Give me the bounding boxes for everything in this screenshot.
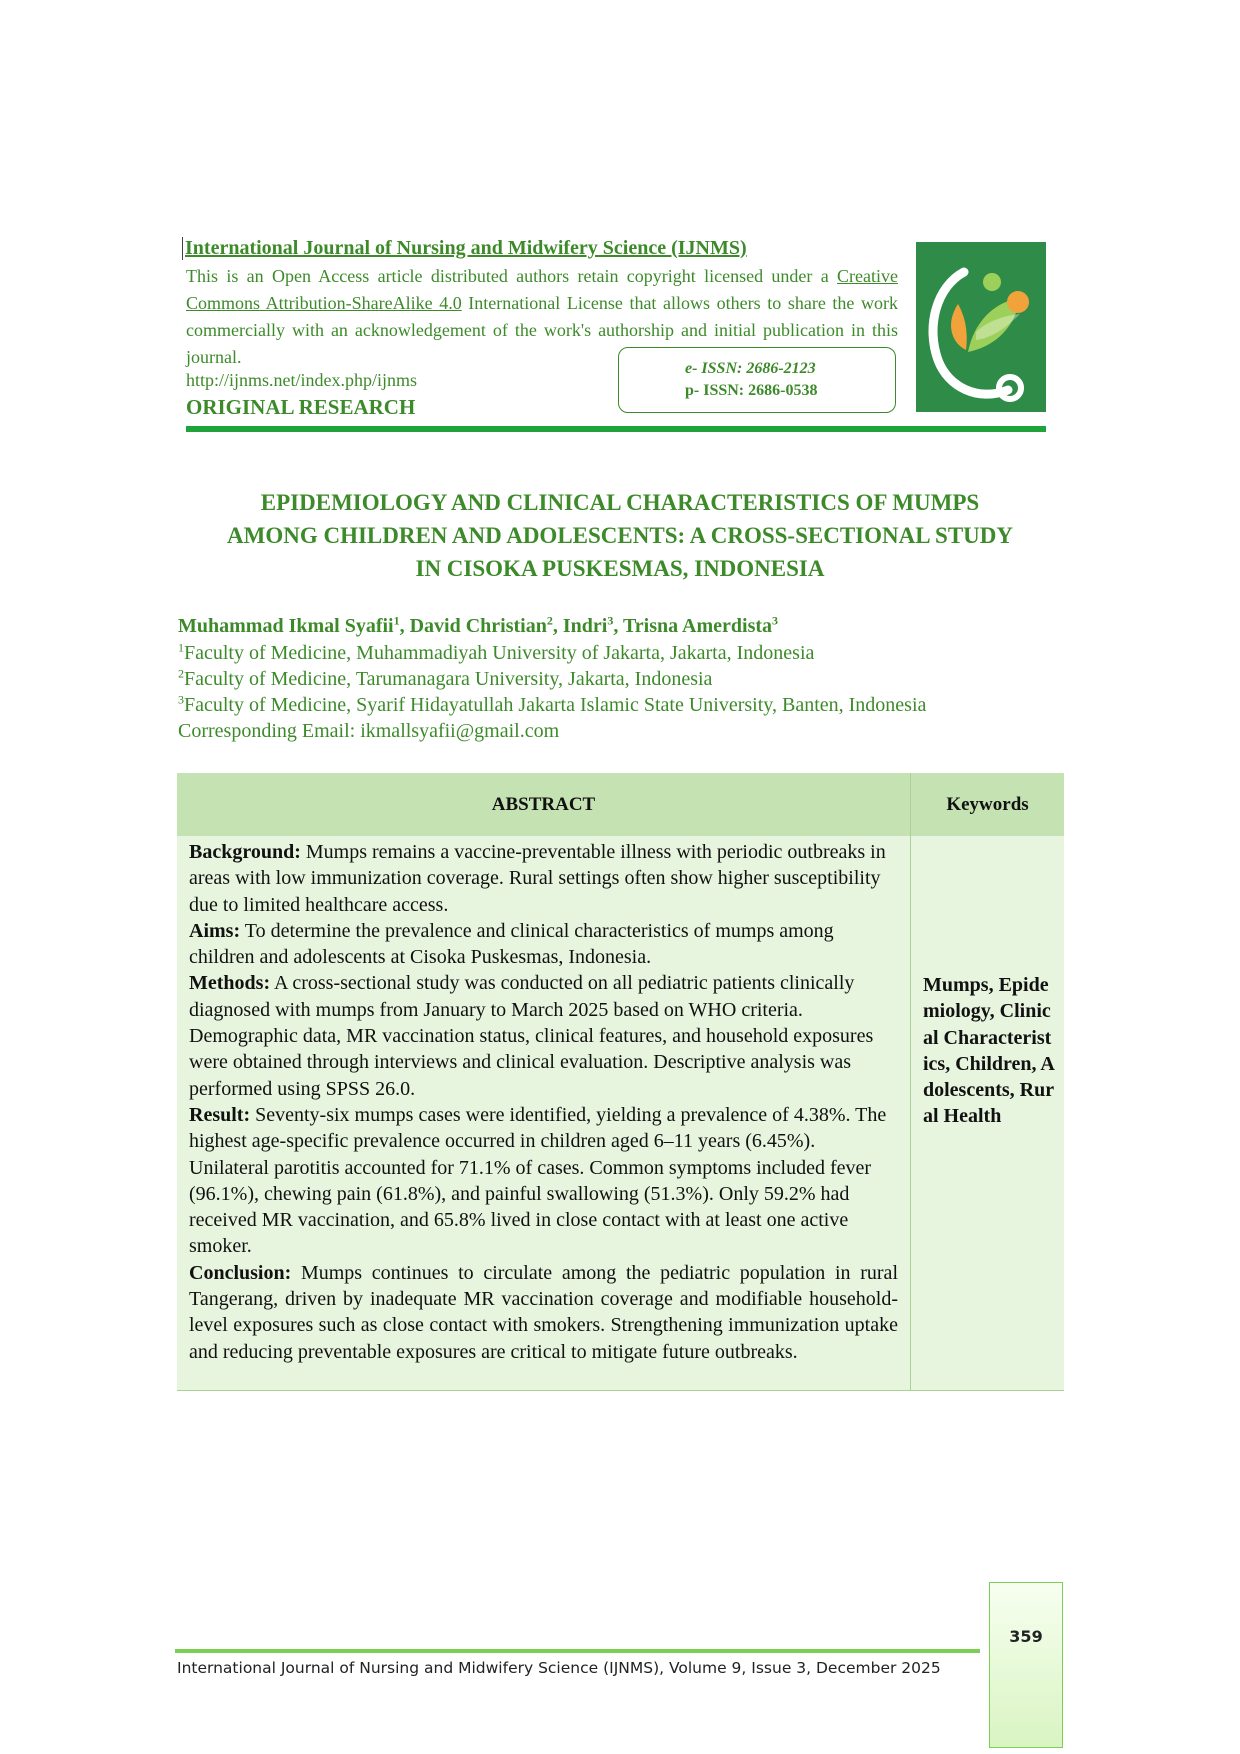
- article-title-line: AMONG CHILDREN AND ADOLESCENTS: A CROSS-SECTIONAL STUDY: [227, 523, 1013, 548]
- article-title-line: EPIDEMIOLOGY AND CLINICAL CHARACTERISTICS OF MUMPS: [260, 490, 980, 515]
- affiliation-text: Faculty of Medicine, Muhammadiyah University of Jakarta, Jakarta, Indonesia: [184, 642, 815, 664]
- section-text: To determine the prevalence and clinical characteristics of mumps among children and adolescents at Cisoka Puskesmas, Indonesia.: [189, 919, 834, 969]
- header-divider: [186, 426, 1046, 432]
- keywords-list: Mumps, Epidemiology, Clinical Characteristics, Children, Adolescents, Rural Health: [911, 836, 1064, 1391]
- section-label: Background:: [189, 841, 301, 863]
- keywords-header: Keywords: [911, 773, 1064, 836]
- affiliation: [178, 642, 814, 665]
- affiliation-text: Faculty of Medicine, Syarif Hidayatullah Jakarta Islamic State University, Banten, Indonesia: [184, 694, 927, 716]
- abstract-header: ABSTRACT: [177, 773, 911, 836]
- author-name: Muhammad Ikmal Syafii: [178, 615, 394, 637]
- author-affiliation-index: 1: [393, 613, 400, 628]
- license-link[interactable]: Creative Commons Attribution-ShareAlike 4.0: [186, 266, 898, 313]
- abstract-result: [189, 1102, 898, 1260]
- section-text: Mumps continues to circulate among the pediatric population in rural Tangerang, driven by inadequate MR vaccination coverage and modifiable household-level exposures such as close contact with smokers. Strengthening immunization uptake and reducing preventable exposures are critical to mitigate future outbreaks.: [189, 1261, 898, 1363]
- abstract-table: [177, 773, 1064, 1391]
- license-text-before: This is an Open Access article distributed authors retain copyright licensed under a: [186, 266, 838, 286]
- page-number: 359: [1009, 1627, 1043, 1646]
- journal-logo-icon: [916, 242, 1046, 412]
- affiliation-index: 3: [178, 692, 184, 707]
- journal-logo: [916, 242, 1046, 412]
- author-name: Indri: [562, 615, 608, 637]
- issn-box: [618, 347, 896, 413]
- journal-url-link[interactable]: http://ijnms.net/index.php/ijnms: [186, 370, 418, 390]
- affiliation-index: 2: [178, 666, 184, 681]
- section-label: Result:: [189, 1103, 251, 1126]
- affiliation: [178, 694, 926, 717]
- author-name: Trisna Amerdista: [622, 615, 773, 637]
- affiliation-index: 1: [178, 640, 184, 655]
- section-text: Mumps remains a vaccine-preventable illness with periodic outbreaks in areas with low immunization coverage. Rural settings often show higher susceptibility due to limited healthcare access.: [189, 841, 886, 916]
- abstract-background: [189, 839, 898, 918]
- affiliation-text: Faculty of Medicine, Tarumanagara University, Jakarta, Indonesia: [184, 668, 713, 690]
- section-label: Aims:: [189, 919, 241, 942]
- article-type-label: ORIGINAL RESEARCH: [186, 395, 416, 419]
- abstract-conclusion: [189, 1260, 898, 1365]
- page-number-tab: [989, 1582, 1063, 1748]
- author-list: Muhammad Ikmal Syafii$^1$, David Christian$^2$, Indri$^3$, Trisna Amerdista$^3$: [178, 613, 779, 637]
- abstract-aims: [189, 918, 898, 971]
- abstract-body: [177, 836, 911, 1391]
- footer-divider: [175, 1649, 980, 1653]
- author-name: David Christian: [409, 615, 547, 637]
- corresponding-email: Corresponding Email: ikmallsyafii@gmail.com: [178, 720, 560, 742]
- section-label: Methods:: [189, 972, 271, 995]
- abstract-methods: [189, 970, 898, 1101]
- p-issn: p- ISSN: 2686-0538: [685, 382, 818, 399]
- section-text: Seventy-six mumps cases were identified, yielding a prevalence of 4.38%. The highest age-specific prevalence occurred in children aged 6–11 years (6.45%). Unilateral parotitis accounted for 71.1% of cases. Common symptoms included fever (96.1%), chewing pain (61.8%), and painful swallowing (51.3%). Only 59.2% had received MR vaccination, and 65.8% lived in close contact with at least one active smoker.: [189, 1103, 887, 1258]
- journal-title: International Journal of Nursing and Midwifery Science (IJNMS): [182, 237, 747, 260]
- author-affiliation-index: 3: [607, 613, 614, 628]
- license-text-after: International License that allows others to share the work commercially with an acknowledgement of the work's authorship and initial publication in this journal.: [186, 293, 898, 367]
- e-issn: e- ISSN: 2686-2123: [685, 360, 816, 377]
- author-affiliation-index: 3: [772, 613, 779, 628]
- affiliation: [178, 668, 712, 691]
- author-affiliation-index: 2: [546, 613, 553, 628]
- article-title-line: IN CISOKA PUSKESMAS, INDONESIA: [415, 556, 825, 581]
- footer-citation: International Journal of Nursing and Midwifery Science (IJNMS), Volume 9, Issue 3, December 2025: [177, 1659, 941, 1677]
- section-text: A cross-sectional study was conducted on all pediatric patients clinically diagnosed with mumps from January to March 2025 based on WHO criteria. Demographic data, MR vaccination status, clinical features, and household exposures were obtained through interviews and clinical evaluation. Descriptive analysis was performed using SPSS 26.0.: [189, 972, 874, 1100]
- article-title: [160, 486, 1080, 585]
- section-label: Conclusion:: [189, 1261, 292, 1284]
